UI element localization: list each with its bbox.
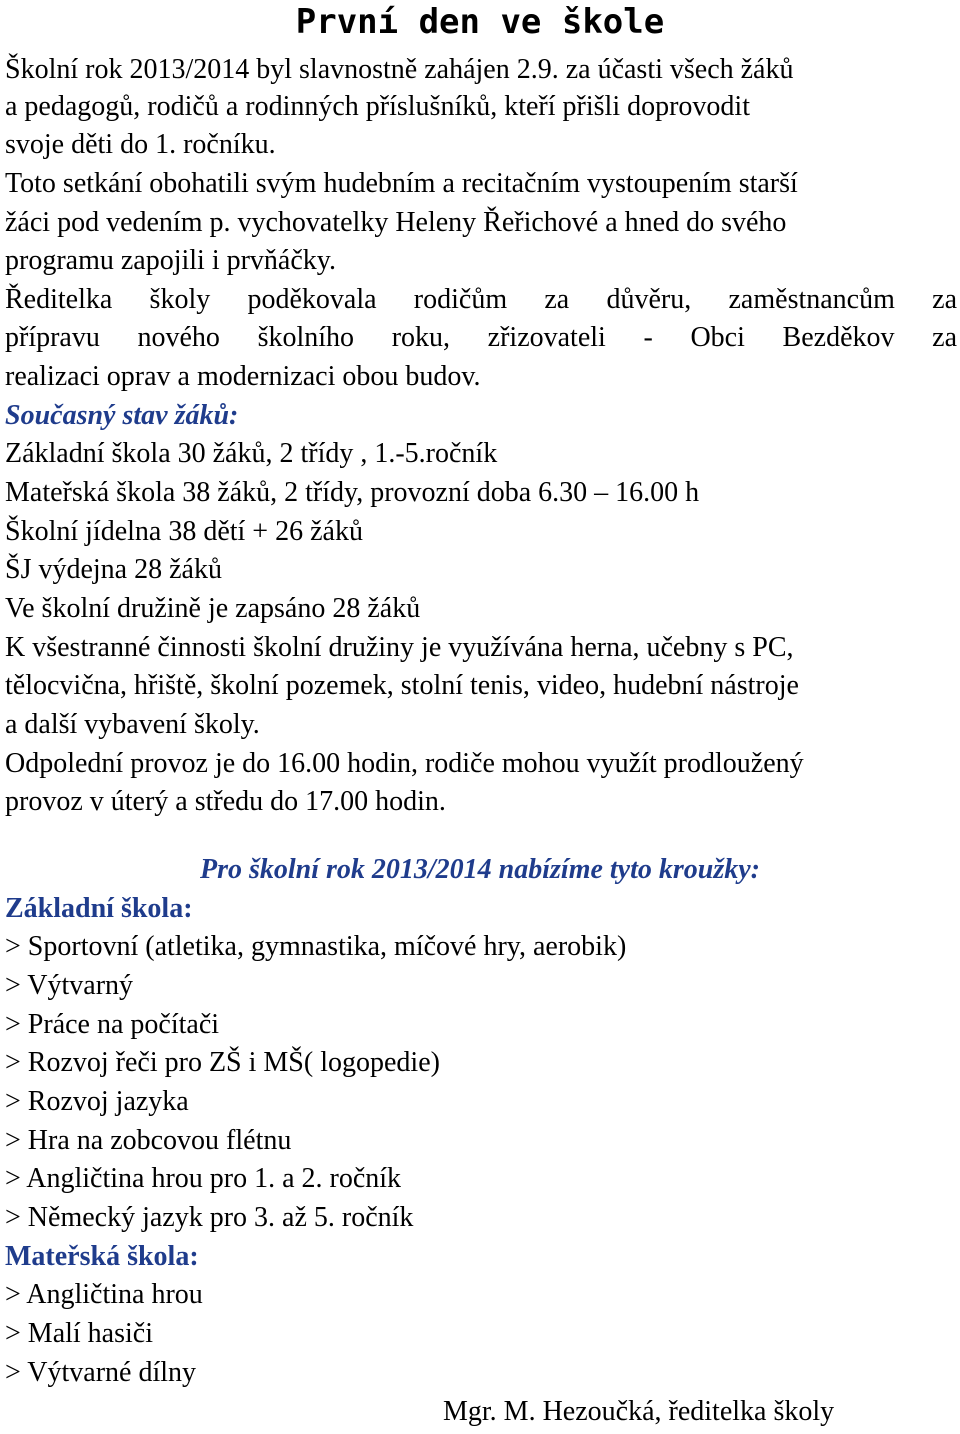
ms-club-item: > Výtvarné dílny (5, 1357, 197, 1388)
zs-club-item: > Angličtina hrou pro 1. a 2. ročník (5, 1163, 402, 1194)
zs-club-item: > Práce na počítači (5, 1009, 220, 1040)
ms-club-item: > Angličtina hrou (5, 1279, 203, 1310)
state-line-3: Školní jídelna 38 dětí + 26 žáků (5, 516, 363, 547)
page-title: První den ve škole (295, 2, 665, 42)
state-line-4: ŠJ výdejna 28 žáků (5, 554, 222, 585)
zs-heading: Základní škola: (5, 893, 193, 924)
state-line-8: a další vybavení školy. (5, 709, 260, 740)
state-line-6: K všestranné činnosti školní družiny je využívána herna, učebny s PC, (5, 632, 794, 663)
clubs-heading: Pro školní rok 2013/2014 nabízíme tyto kroužky: (199, 854, 761, 885)
intro-line-9: realizaci oprav a modernizaci obou budov. (5, 361, 481, 392)
intro-line-2: a pedagogů, rodičů a rodinných příslušníků, kteří přišli doprovodit (5, 91, 750, 122)
intro-line-1: Školní rok 2013/2014 byl slavnostně zahájen 2.9. za účasti všech žáků (5, 54, 794, 85)
intro-line-4: Toto setkání obohatili svým hudebním a recitačním vystoupením starší (5, 168, 798, 199)
intro-line-8: přípravu nového školního roku, zřizovateli - Obci Bezděkov za (5, 322, 957, 353)
state-line-1: Základní škola 30 žáků, 2 třídy , 1.-5.ročník (5, 438, 498, 469)
intro-line-5: žáci pod vedením p. vychovatelky Heleny Řeřichové a hned do svého (5, 207, 787, 238)
state-line-2: Mateřská škola 38 žáků, 2 třídy, provozní doba 6.30 – 16.00 h (5, 477, 700, 508)
zs-club-item: > Hra na zobcovou flétnu (5, 1125, 292, 1156)
ms-club-item: > Malí hasiči (5, 1318, 153, 1349)
zs-club-item: > Rozvoj jazyka (5, 1086, 189, 1117)
intro-line-6: programu zapojili i prvňáčky. (5, 245, 336, 276)
intro-line-7: Ředitelka školy poděkovala rodičům za důvěru, zaměstnancům za (5, 284, 957, 315)
current-state-heading: Současný stav žáků: (5, 400, 239, 431)
signature: Mgr. M. Hezoučká, ředitelka školy (443, 1396, 835, 1427)
state-line-7: tělocvična, hřiště, školní pozemek, stolní tenis, video, hudební nástroje (5, 670, 799, 701)
ms-heading: Mateřská škola: (5, 1241, 199, 1272)
zs-club-item: > Rozvoj řeči pro ZŠ i MŠ( logopedie) (5, 1047, 440, 1078)
intro-line-3: svoje děti do 1. ročníku. (5, 129, 276, 160)
zs-club-item: > Německý jazyk pro 3. až 5. ročník (5, 1202, 414, 1233)
state-line-9: Odpolední provoz je do 16.00 hodin, rodiče mohou využít prodloužený (5, 748, 804, 779)
state-line-5: Ve školní družině je zapsáno 28 žáků (5, 593, 421, 624)
state-line-10: provoz v úterý a středu do 17.00 hodin. (5, 786, 446, 817)
zs-club-item: > Sportovní (atletika, gymnastika, míčové hry, aerobik) (5, 931, 627, 962)
zs-club-item: > Výtvarný (5, 970, 134, 1001)
